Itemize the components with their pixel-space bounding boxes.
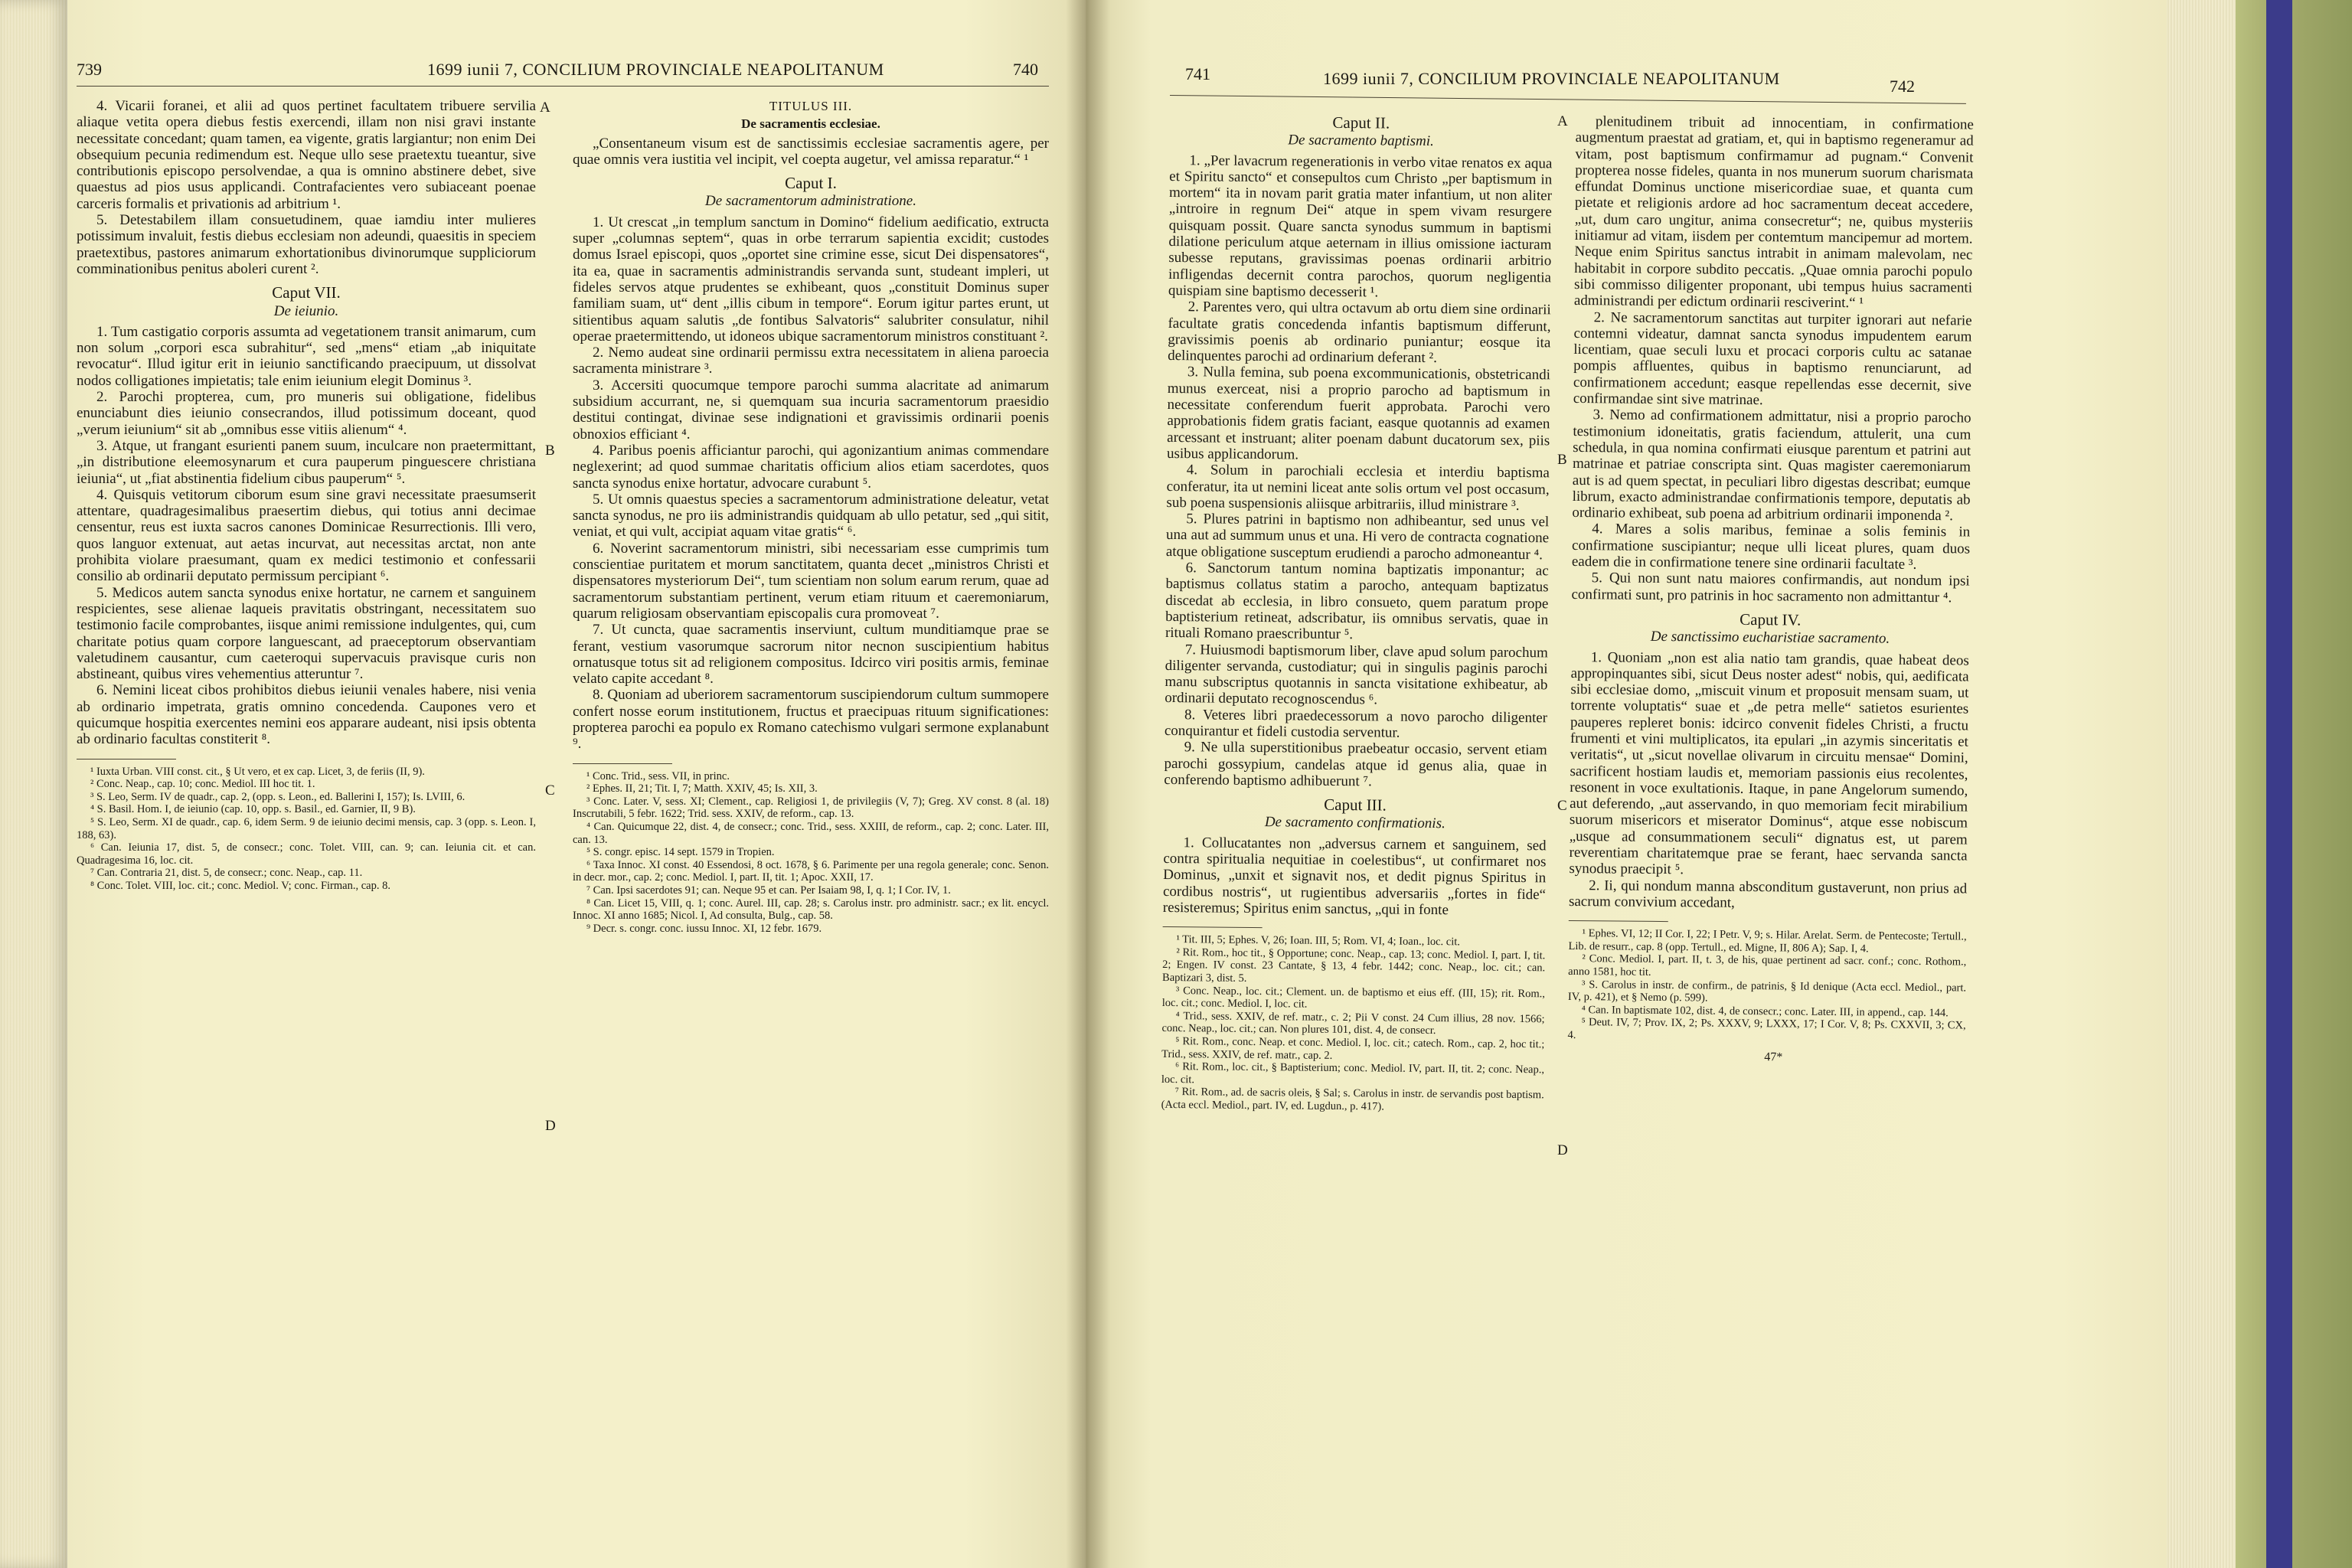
header-rule — [77, 86, 1049, 87]
paragraph: 4. Solum in parochiali ecclesia et interdiu baptisma conferatur, ita ut nemini liceat ante solis ortum vel post occasum, sub poena suspensionis aliisque arbitrariis, illud ministrare ³. — [1166, 462, 1550, 514]
paragraph: 7. Huiusmodi baptismorum liber, clave apud solum parochum diligenter servanda, custodiatur; qui in singulis paginis parochi manu subscriptus quotannis in sancta visitatione exhibeatur, ab ordinarii deputato recognoscendus ⁶. — [1165, 641, 1548, 708]
paragraph: 2. Parentes vero, qui ultra octavum ab ortu diem sine ordinarii facultate gratis concedenda infantis baptismum differunt, gravissimis poenis ab ordinario puniantur; eosque ita delinquentes parochi ad ordinarium deferant ². — [1168, 299, 1551, 367]
chapter-heading: Caput II. — [1332, 113, 1390, 132]
paragraph: 8. Quoniam ad uberiorem sacramentorum suscipiendorum cultum summopere confert nosse eorum institutionem, fructus et praecipuas rituum significationes: propterea parochi ea populo ex Romano catechismo vulgari sermone explanabunt ⁹. — [573, 687, 1049, 753]
paragraph: 4. Mares a solis maribus, feminae a solis feminis in confirmatione suscipiantur; neque ulli liceat plures, quam duos eadem die in confirmatione tenere sine ordinarii facultate ³. — [1571, 521, 1971, 573]
footnote: ⁷ Rit. Rom., ad. de sacris oleis, § Sal; s. Carolus in instr. de servandis post baptism. (Acta eccl. Mediol., part. IV, ed. Lugdun., p. 417). — [1161, 1086, 1544, 1113]
paragraph: 3. Atque, ut frangant esurienti panem suum, inculcare non praetermittant, „in distributione eleemosynarum et cura pauperum pinguescere christiana ieiunia“, ut „fiat abstinentia fidelium cibus pauperum“ ⁵. — [77, 437, 536, 487]
footnote: ⁸ Can. Licet 15, VIII, q. 1; conc. Aurel. III, cap. 28; s. Carolus instr. pro administr. sacr.; ex lit. encycl. Innoc. XI anno 1685; Nicol. I, Ad consulta, Bulg., cap. 58. — [573, 897, 1049, 923]
signature-mark: 47* — [1764, 1050, 1783, 1063]
footnote: ⁸ Conc. Tolet. VIII, loc. cit.; conc. Mediol. V; conc. Firman., cap. 8. — [90, 879, 390, 892]
right-page-column-2 — [1567, 113, 1974, 1066]
paragraph: 2. Ii, qui nondum manna absconditum gustaverunt, non prius ad sacrum convivium accedant, — [1568, 877, 1968, 911]
margin-letter: A — [1557, 113, 1568, 129]
footnote: ¹ Iuxta Urban. VIII const. cit., § Ut vero, et ex cap. Licet, 3, de feriis (II, 9). — [90, 765, 425, 778]
footnote: ¹ Conc. Trid., sess. VII, in princ. — [586, 769, 730, 782]
paragraph: 1. Ut crescat „in templum sanctum in Domino“ fidelium aedificatio, extructa super „columnas septem“, quas in orbe terrarum sapientia excidit; custodes domus Israel episcopi, quos „oportet sine crimine esse, sicut Dei dispensatores“, ita ea, quae in sacramentis administrandis servanda sunt, studeant impleri, ut fideles servos atque prudentes se exhibeant, quos „constituit Dominus super familiam suam, ut“ dent „illis cibum in tempore“. Eorum igitur partes erunt, ut sitientibus aquam salutis „de fontibus Salvatoris“ salubriter consulatur, nihil operae praetermittendo, ut idoneos ubique sacramentorum ministros constituant ². — [573, 214, 1049, 345]
footnote: ² Conc. Neap., cap. 10; conc. Mediol. III hoc tit. 1. — [90, 778, 315, 791]
margin-letter: C — [1557, 798, 1567, 814]
paragraph: 3. Accersiti quocumque tempore parochi summa alacritate ad animarum subsidium accurrant, ne, si quemquam sua incuria sacramentorum praesidio destitui contingat, divinae sese indignationi et gravissimis ordinarii poenis obnoxios efficiant ⁴. — [573, 377, 1049, 443]
paragraph: 6. Nemini liceat cibos prohibitos diebus ieiunii venales habere, nisi venia ab ordinario impetrata, gratis omnino concedenda. Caupones vero et quicumque hospitia exercentes nemini eos apparare audeant, nisi ipsis obtenta ab ordinario facultas constiterit ⁸. — [77, 682, 536, 748]
left-page-column-1 — [77, 98, 536, 893]
footnote: ⁹ Decr. s. congr. conc. iussu Innoc. XI, 12 febr. 1679. — [586, 922, 822, 935]
title-heading: TITULUS III. — [769, 99, 853, 113]
footnote-rule — [77, 759, 176, 760]
paragraph: 1. Quoniam „non est alia natio tam grandis, quae habeat deos appropinquantes sibi, sicut Deus noster adest“ nobis, qui, aedificata sibi ecclesiae domo, „miscuit vinum et proposuit mensam suam, ut torrente voluptatis“ suae et „de petra melle“ satietos esurientes pauperes repleret bonis: idcirco convenit fideles Christi, a fructu frumenti et vini multiplicatos, ita epulari „in azymis sinceritatis et veritatis“, ut „sicut novellae olivarum in circuitu mensae“ Domini, sacrificent hostiam laudis et, memoriam passionis eius recolentes, resonent in voce exultationis. Itaque, in pane Angelorum sumendo, aut deferendo, „aut asservando, in quo memoriam fecit mirabilium suorum misericors et miserator Dominus“, atque esse nobiscum „usque ad consummationem seculi“ dignatus est, ut parem reverentiam charitatemque prae se ferant, haec servanda sancta synodus praecipit ⁵. — [1569, 648, 1969, 878]
margin-letter: C — [545, 782, 555, 799]
paragraph: 1. „Per lavacrum regenerationis in verbo vitae renatos ex aqua et Spiritu sancto“ et consepultos cum Christo „per baptismum in mortem“ ita in novam parit gratia mater infantium, ut non aliter „introire in regnum Dei“ atque in spem vivam resurgere quisquam possit. Quare sancta synodus summum in baptismi dilatione periculum atque aeternam in illius omissione iacturam subesse reputans, gravissimas poenas ordinarii arbitrio infligendas decernit contra parochos, quorum negligentia quispiam sine baptismo decesserit ¹. — [1168, 152, 1553, 301]
paragraph: 5. Detestabilem illam consuetudinem, quae iamdiu inter mulieres potissimum invaluit, festis diebus ecclesiam non adeundi, quaesitis in speciem praetextibus, pastores animarum exhortationibus divinorumque suppliciorum comminationibus penitus aboleri curent ². — [77, 212, 536, 277]
paragraph: 1. Collucatantes non „adversus carnem et sanguinem, sed contra spiritualia nequitiae in coelestibus“, ut confirmaret nos Dominus, „unxit et signavit nos, et dedit pignus Spiritus in cordibus nostris“, ut rugientibus adversariis „fortes in fide“ resisteremus; Spiritus enim sanctus, „qui in fonte — [1162, 834, 1547, 919]
footnote: ³ Conc. Neap., loc. cit.; Clement. un. de baptismo et eius eff. (III, 15); rit. Rom., loc. cit.; conc. Mediol. I, loc. cit. — [1161, 984, 1545, 1011]
footnote: ⁵ Deut. IV, 7; Prov. IX, 2; Ps. XXXV, 9; LXXX, 17; I Cor. V, 8; Ps. CXXVII, 3; CX, 4. — [1567, 1016, 1966, 1042]
paragraph: 9. Ne ulla superstitionibus praebeatur occasio, servent etiam parochi gossypium, candelas atque id genus alia, quae in conferendo baptismo adhibuerunt ⁷. — [1164, 739, 1547, 790]
right-page-column-1 — [1161, 106, 1553, 1115]
paragraph: 5. Plures patrini in baptismo non adhibeantur, sed unus vel una aut ad summum unus et una. Hi vero de contracta cognatione atque obligatione susceptum erudiendi a parocho admoneantur ⁴. — [1165, 511, 1550, 563]
paragraph: 7. Ut cuncta, quae sacramentis inserviunt, cultum munditiamque prae se ferant, vestium vasorumque sacrorum nitor necnon suscipientium habitus ornatusque totus sit ad religionem compositus. Idcirco viri positis armis, feminae velato capite accedant ⁸. — [573, 622, 1049, 688]
footnotes — [1161, 933, 1546, 1115]
chapter-subheading: De sacramento confirmationis. — [1264, 814, 1446, 832]
paragraph: 3. Nemo ad confirmationem admittatur, nisi a proprio parocho testimonium idoneitatis, gratis faciendum, attulerit, una cum schedula, in qua nomina confirmati eiusque parentum et patrini aut matrinae et patriae conscripta sint. Quas magister caeremoniarum aut is ad quem spectat, in peculiari libro digestas describat; eumque librum, exacto administrandae confirmationis tempore, deputatis ab ordinario exhibeat, sub poena ad arbitrium ordinarii imponenda ². — [1572, 407, 1971, 524]
footnote: ⁶ Taxa Innoc. XI const. 40 Essendosi, 8 oct. 1678, § 6. Parimente per una regola generale; conc. Senon. in decr. mor., cap. 2; conc. Mediol. I, part. II, tit. 1; Apoc. XXII, 17. — [573, 858, 1049, 884]
chapter-subheading: De ieiunio. — [273, 302, 339, 319]
footnote: ⁶ Rit. Rom., loc. cit., § Baptisterium; conc. Mediol. IV, part. II, tit. 2; conc. Neap., loc. cit. — [1161, 1060, 1545, 1086]
footnote: ⁴ Trid., sess. XXIV, de ref. matr., c. 2; Pii V const. 24 Cum illius, 28 nov. 1566; conc. Neap., loc. cit.; can. Non plures 101, dist. 4, de consecr. — [1161, 1009, 1545, 1037]
margin-letter: A — [540, 100, 550, 116]
footnote: ³ S. Leo, Serm. IV de quadr., cap. 2, (opp. s. Leon., ed. Ballerini I, 157); Is. LVIII, 6. — [90, 790, 466, 803]
title-subheading: De sacramentis ecclesiae. — [741, 116, 880, 132]
book-spine-band — [2266, 0, 2292, 1568]
left-page — [67, 0, 1086, 1568]
header-rule — [1170, 95, 1966, 104]
paragraph: 2. Parochi propterea, cum, pro muneris sui obligatione, fidelibus enunciabunt dies ieiunio consecrandos, illud potissimum doceant, quod „verum ieiunium“ sit ab „omnibus esse vitiis alienum“ ⁴. — [77, 389, 536, 438]
right-page — [1086, 0, 2167, 1568]
footnote: ³ Conc. Later. V, sess. XI; Clement., cap. Religiosi 1, de privilegiis (V, 7); Greg. XV const. 8 (al. 18) Inscrutabili, 5 febr. 1622; Trid. sess. XXIV, de reform., cap. 13. — [573, 795, 1049, 821]
paragraph: 4. Quisquis vetitorum ciborum esum sine gravi necessitate praesumserit attentare, quadragesimalibus praesertim diebus, qui totius anni decimae censentur, reus est iuxta sacros canones Dominicae Resurrectionis. Illi vero, quos languor extenuat, aut aetas incurvat, aut necessitas arctat, non ante prohibita violare praesumant, quam ex medici testimonio et confessarii consilio ab ordinarii deputato permissum percipiant ⁶. — [77, 486, 536, 585]
running-head-right: 1699 iunii 7, CONCILIUM PROVINCIALE NEAPOLITANUM — [1323, 69, 1780, 88]
margin-letter: B — [545, 443, 555, 459]
footnote-rule — [573, 763, 672, 764]
page-number-742: 742 — [1890, 77, 1915, 96]
footnote: ⁴ Can. Quicumque 22, dist. 4, de consecr.; conc. Trid., sess. XXIII, de reform., cap. 2; conc. Later. III, can. 13. — [573, 820, 1049, 846]
paragraph: 1. Tum castigatio corporis assumta ad vegetationem transit animarum, cum non solum „corpori esca subrahitur“, sed „mens“ etiam „ab iniquitate revocatur“. Illud igitur erit in ieiunio sanctificando praecipuum, ut dissolvat nodos colligationes impietatis; tale enim ieiunium elegit Dominus ³. — [77, 323, 536, 389]
chapter-heading: Caput III. — [1324, 795, 1387, 815]
chapter-subheading: De sacramentorum administratione. — [704, 193, 916, 210]
footnote: ⁴ S. Basil. Hom. I, de ieiunio (cap. 10, opp. s. Basil., ed. Garnier, II, 9 B). — [90, 803, 416, 816]
page-number-740: 740 — [1013, 60, 1038, 79]
running-head-left: 1699 iunii 7, CONCILIUM PROVINCIALE NEAPOLITANUM — [427, 60, 884, 79]
paragraph: 3. Nulla femina, sub poena excommunicationis, obstetricandi munus exerceat, nisi a proprio parocho ad baptismum in necessitate conferendum fuerit approbata. Parochi vero approbationis fidem gratis faciant, easque quotannis ad examen arcessant et instruant; aliter poenam dabunt ducatorum sex, piis usibus applicandorum. — [1166, 364, 1551, 463]
page-number-741: 741 — [1185, 64, 1210, 83]
book-page-edges-right — [2167, 0, 2236, 1568]
footnote: ² Conc. Mediol. I, part. II, t. 3, de his, quae pertinent ad sacr. conf.; conc. Rothom., anno 1581, hoc tit. — [1568, 952, 1967, 978]
paragraph: 8. Veteres libri praedecessorum a novo parocho diligenter conquirantur et fideli custodia serventur. — [1164, 706, 1548, 741]
footnotes — [77, 766, 536, 893]
book-page-edges-left — [0, 0, 67, 1568]
footnote: ⁷ Can. Contraria 21, dist. 5, de consecr.; conc. Neap., cap. 11. — [90, 867, 363, 880]
footnote: ⁴ Can. In baptismate 102, dist. 4, de consecr.; conc. Later. III, in append., cap. 144. — [1581, 1003, 1949, 1020]
chapter-heading: Caput IV. — [1740, 609, 1802, 629]
footnote: ² Ephes. II, 21; Tit. I, 7; Matth. XXIV, 45; Is. XII, 3. — [586, 782, 818, 795]
paragraph: 5. Medicos autem sancta synodus enixe hortatur, ne carnem et sanguinem respicientes, sese alienae laqueis pravitatis obstringant, necessitatem suo testimonio facile comprobantes, iisque animi remissione indulgentes, qui, cum charitate potius quam corpore languescant, ad praeceptorum observantiam valetudinem causantur, cum caeteroqui supervacuis pravisque curis non abstineant, quibus vires vehementius atteruntur ⁷. — [77, 584, 536, 683]
left-page-column-2 — [573, 98, 1049, 935]
paragraph: 5. Qui non sunt natu maiores confirmandis, aut nondum ipsi confirmati sunt, pro patrinis in hoc sacramento non admittantur ⁴. — [1571, 570, 1970, 606]
paragraph: 2. Ne sacramentorum sanctitas aut turpiter ignorari aut nefarie contemni videatur, damnat sancta synodus impudentem earum licentiam, quae seculi luxu et procaci corporis cultu ac satanae pompis affluentes, quibus in baptismo renunciarunt, ad confirmationem accedunt; easque repellendas esse decernit, sive confirmandae sint sive matrinae. — [1573, 309, 1972, 409]
margin-letter: D — [545, 1118, 556, 1134]
chapter-heading: Caput VII. — [272, 283, 341, 302]
footnotes — [1567, 927, 1967, 1065]
paragraph: 2. Nemo audeat sine ordinarii permissu extra necessitatem in aliena paroecia sacramenta ministrare ³. — [573, 345, 1049, 377]
footnote: ⁶ Can. Ieiunia 17, dist. 5, de consecr.; conc. Tolet. VIII, can. 9; can. Ieiunia cit. et can. Quadragesima 16, loc. cit. — [77, 841, 536, 867]
footnote: ⁷ Can. Ipsi sacerdotes 91; can. Neque 95 et can. Per Isaiam 98, I, q. 1; I Cor. IV, 1. — [586, 884, 951, 897]
footnote: ² Rit. Rom., hoc tit., § Opportune; conc. Neap., cap. 13; conc. Mediol. I, part. I, tit. 2; Engen. IV const. 23 Cantate, § 13, 4 febr. 1442; conc. Neap., loc. cit.; can. Baptizari 3, dist. 5. — [1161, 946, 1546, 985]
footnote: ⁵ S. Leo, Serm. XI de quadr., cap. 6, idem Serm. 9 de ieiunio decimi mensis, cap. 3 (opp. s. Leon. I, 188, 63). — [77, 815, 536, 841]
page-number-739: 739 — [77, 60, 102, 79]
paragraph: 5. Ut omnis quaestus species a sacramentorum administratione deleatur, vetat sancta synodus, ne pro iis administrandis quidquam ab ullo petatur, sed „qui sitit, veniat, et qui vult, accipiat aquam vitae gratis“ ⁶. — [573, 491, 1049, 541]
chapter-heading: Caput I. — [785, 174, 837, 193]
margin-letter: D — [1557, 1142, 1568, 1158]
footnote-rule — [1569, 920, 1668, 922]
footnote: ³ S. Carolus in instr. de confirm., de patrinis, § Id denique (Acta eccl. Mediol., part. IV, p. 421), et § Nemo (p. 599). — [1567, 978, 1967, 1004]
footnote: ¹ Tit. III, 5; Ephes. V, 26; Ioan. III, 5; Rom. VI, 4; Ioan., loc. cit. — [1176, 933, 1461, 949]
margin-letter: B — [1557, 452, 1567, 468]
book-gutter — [1066, 0, 1110, 1568]
paragraph: 6. Noverint sacramentorum ministri, sibi necessariam esse cumprimis tum conscientiae puritatem et morum sanctitatem, quanta decet „ministros Christi et dispensatores mysteriorum Dei“, tum scientiam non solum earum rerum, quae ad sacramentorum substantiam pertinent, verum etiam rituum et caeremoniarum, quarum religiosam observantiam episcopalis cura promoveat ⁷. — [573, 540, 1049, 622]
paragraph: 4. Vicarii foranei, et alii ad quos pertinet facultatem tribuere servilia aliaque vetita opera diebus festis exercendi, illam non nisi gravi instante necessitate concedant; quam tamen, ea vigente, gratis largiantur; non enim Dei obsequium pecunia redimendum est. Neque ullo sese praetextu tueantur, sive contributionis episcopo persolvendae, a qua is omnino abstinere debet, sive quaestus ad pios usus applicandi. Contrafacientes vero subiaceant poenae carceris formalis et privationis ad arbitrium ¹. — [77, 98, 536, 212]
paragraph: „Consentaneum visum est de sanctissimis ecclesiae sacramentis agere, per quae omnis vera iustitia vel incipit, vel coepta augetur, vel amissa reparatur.“ ¹ — [573, 135, 1049, 168]
chapter-subheading: De sanctissimo eucharistiae sacramento. — [1650, 629, 1890, 647]
chapter-subheading: De sacramento baptismi. — [1288, 132, 1434, 150]
footnote: ⁵ S. congr. episc. 14 sept. 1579 in Tropien. — [586, 846, 775, 859]
footnote: ⁵ Rit. Rom., conc. Neap. et conc. Mediol. I, loc. cit.; catech. Rom., cap. 2, hoc tit.; Trid., sess. XXIV, de ref. matr., cap. 2. — [1161, 1035, 1545, 1062]
book-cover-edge — [2236, 0, 2352, 1568]
paragraph: plenitudinem tribuit ad innocentiam, in confirmatione augmentum praestat ad gratiam, et, qui in baptismo regeneramur ad vitam, post baptismum confirmamur ad pugnam.“ Convenit propterea nosse fideles, quanta in nos munerum suorum charismata effundat Dominus unctione misericordiae suae, et quanta cum pietate et religionis ardore ad hoc sacramentum deceat accedere, „ut, dum caro ungitur, anima consecretur“; ne, quibus mysteriis initiamur ad vitam, iisdem per contemtum mancipemur ad mortem. Neque enim Spiritus sanctus intrabit in animam malevolam, nec habitabit in corpore subdito peccatis. „Quae omnia parochi populo sibi commisso diligenter proponant, ubi tempus huius sacramenti administrandi per edictum ordinarii resciverint.“ ¹ — [1573, 113, 1974, 312]
footnote: ¹ Ephes. VI, 12; II Cor. I, 22; I Petr. V, 9; s. Hilar. Arelat. Serm. de Pentecoste; Tertull., Lib. de resurr., cap. 8 (opp. Tertull., ed. Migne, II, 806 A); Sap. I, 4. — [1568, 927, 1967, 956]
footnotes — [573, 770, 1049, 936]
footnote-rule — [1163, 926, 1263, 928]
paragraph: 6. Sanctorum tantum nomina baptizatis imponantur; ac baptismus collatus statim a parocho, antequam baptizatus discedat ab ecclesia, in libro consueto, quem paratum prope baptisterium retineat, adscribatur, iis omnibus servatis, quae in rituali Romano praescribuntur ⁵. — [1165, 560, 1549, 643]
paragraph: 4. Paribus poenis afficiantur parochi, qui agonizantium animas commendare neglexerint; ad quod summae charitatis officium alios etiam sacerdotes, quos sancta synodus enixe hortatur, advocare curabunt ⁵. — [573, 442, 1049, 492]
